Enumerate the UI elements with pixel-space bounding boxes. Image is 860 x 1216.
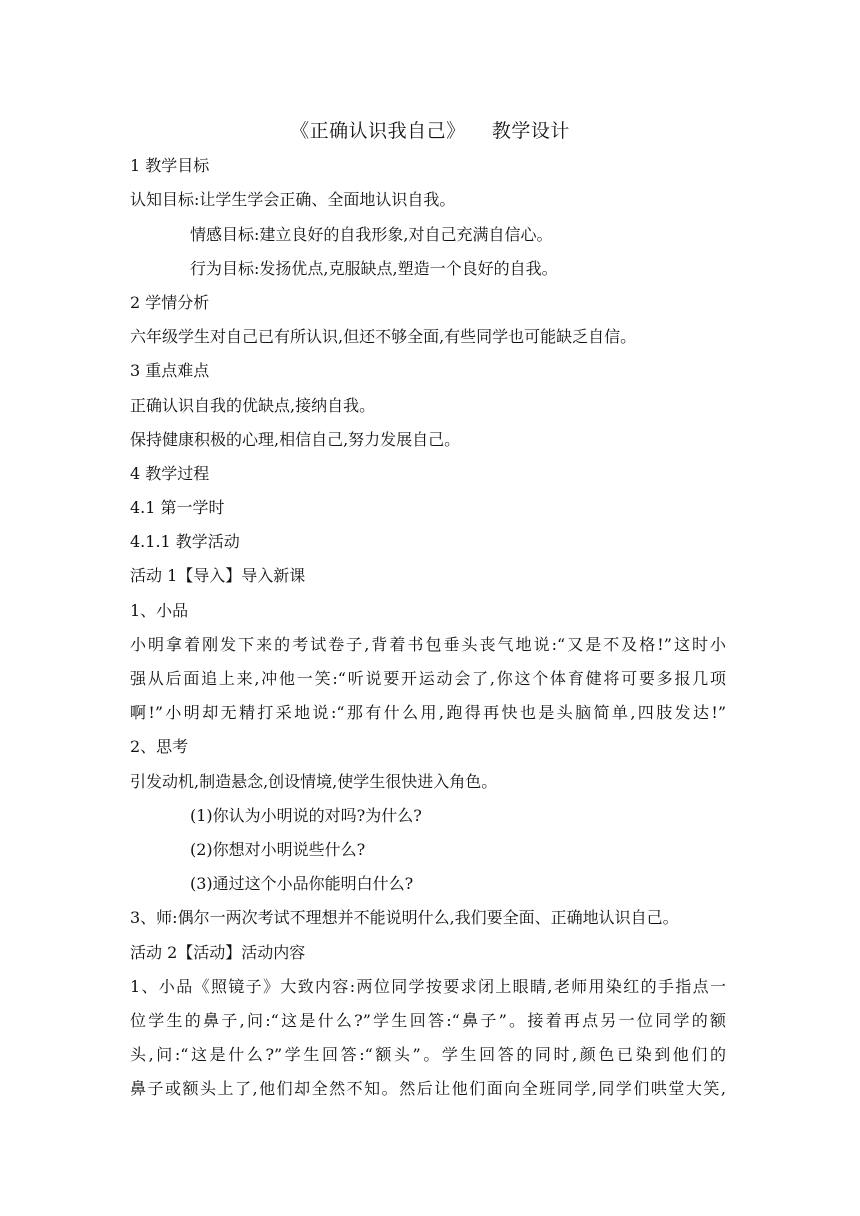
paragraph-line: 认知目标:让学生学会正确、全面地认识自我。 [130,190,456,209]
paragraph-line: 小明拿着刚发下来的考试卷子,背着书包垂头丧气地说:“又是不及格!”这时小 [130,635,726,654]
section-heading-key-points: 3 重点难点 [130,361,210,380]
paragraph-line: 3、师:偶尔一两次考试不理想并不能说明什么,我们要全面、正确地认识自己。 [130,908,679,927]
section-heading-student-analysis: 2 学情分析 [130,293,210,312]
paragraph-line: 正确认识自我的优缺点,接纳自我。 [130,396,376,415]
section-heading-teaching-goals: 1 教学目标 [130,156,210,175]
paragraph-line: 保持健康积极的心理,相信自己,努力发展自己。 [130,430,461,449]
paragraph-line: 引发动机,制造悬念,创设情境,使学生很快进入角色。 [130,772,498,791]
subsection-heading: 4.1 第一学时 [130,498,225,517]
question-item: (2)你想对小明说些什么? [190,840,366,859]
paragraph-line: 情感目标:建立良好的自我形象,对自己充满自信心。 [190,225,553,244]
question-item: (1)你认为小明说的对吗?为什么? [190,806,422,825]
paragraph-line: 六年级学生对自己已有所认识,但还不够全面,有些同学也可能缺乏自信。 [130,327,637,346]
list-item: 2、思考 [130,737,189,756]
paragraph-line: 啊!”小明却无精打采地说:“那有什么用,跑得再快也是头脑简单,四肢发达!” [130,703,726,722]
list-item: 1、小品 [130,601,189,620]
subsection-heading: 4.1.1 教学活动 [130,532,240,551]
section-heading-teaching-process: 4 教学过程 [130,464,210,483]
paragraph-line: 强从后面追上来,冲他一笑:“听说要开运动会了,你这个体育健将可要多报几项 [130,669,726,688]
activity-heading: 活动 1【导入】导入新课 [130,566,306,585]
paragraph-line: 位学生的鼻子,问:“这是什么?”学生回答:“鼻子”。接着再点另一位同学的额 [130,1011,726,1030]
paragraph-line: 行为目标:发扬优点,克服缺点,塑造一个良好的自我。 [190,259,558,278]
document-title: 《正确认识我自己》 教学设计 [290,120,570,142]
paragraph-line: 头,问:“这是什么?”学生回答:“额头”。学生回答的同时,颜色已染到他们的 [130,1045,726,1064]
paragraph-line: 鼻子或额头上了,他们却全然不知。然后让他们面向全班同学,同学们哄堂大笑, [130,1079,726,1098]
activity-heading: 活动 2【活动】活动内容 [130,943,306,962]
question-item: (3)通过这个小品你能明白什么? [190,874,414,893]
paragraph-line: 1、小品《照镜子》大致内容:两位同学按要求闭上眼睛,老师用染红的手指点一 [130,977,726,996]
